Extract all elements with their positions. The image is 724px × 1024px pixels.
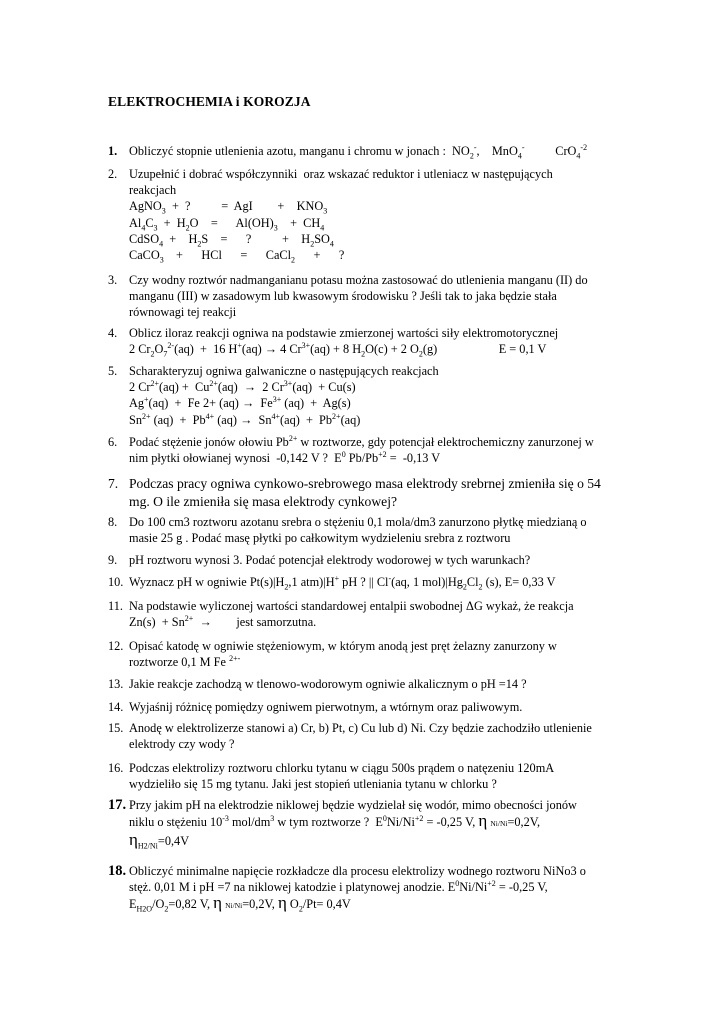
exercise-number: 10.	[108, 575, 124, 589]
exercise-line: Uzupełnić i dobrać współczynniki oraz wskazać reduktor i utleniacz w następujących	[129, 167, 553, 181]
exercise-number: 6.	[108, 435, 118, 449]
exercise-line: Scharakteryzuj ogniwa galwaniczne o następujących reakcjach	[129, 364, 439, 378]
exercise-line: Podać stężenie jonów ołowiu $Pb^{2+}$ w roztworze, gdy potencjał elektrochemiczny zanurzonej w	[129, 433, 594, 449]
exercise-item	[108, 720, 648, 752]
exercise-item	[108, 475, 648, 510]
exercise-line: elektrody czy wody ?	[129, 737, 235, 752]
exercise-line: $Sn^{2+}$ $(aq) + Pb^{4+}$ $(aq) \to Sn^{4+}(aq) + Pb^{2+}(aq)$	[129, 411, 361, 427]
exercise-line: CdSO$_4$ + $H_2S$ = ? + $H_2SO_4$	[129, 231, 334, 249]
exercise-item	[108, 434, 648, 466]
exercise-line: stęż. 0,01 M i pH =7 na niklowej katodzie i platynowej anodzie. $E^0Ni/Ni^{+2} = -0,25$ V,	[129, 879, 548, 895]
exercise-text	[129, 552, 648, 568]
exercise-line: niklu o stężeniu $10^{-3}$ mol/$dm^3$ w tym roztworze ? $E^0Ni/Ni^{+2} = -0,25$ V, η Ni/Ni=0,2V,	[129, 811, 541, 831]
exercise-text	[129, 638, 648, 670]
exercise-line: Obliczyć minimalne napięcie rozkładcze dla procesu elektrolizy wodnego roztworu NiNo3 o	[129, 864, 586, 878]
exercise-text	[129, 475, 648, 510]
exercise-number: 4.	[108, 326, 118, 340]
exercise-number: 16.	[108, 761, 124, 775]
exercise-line: CaCO$_3$ + HCl = CaCl$_2$ + ?	[129, 248, 345, 265]
exercise-number: 7.	[108, 476, 119, 491]
exercise-line: Na podstawie wyliczonej wartości standardowej entalpii swobodnej ΔG wykaż, że reakcja	[129, 599, 574, 613]
exercise-line: Obliczyć stopnie utlenienia azotu, manganu i chromu w jonach : $NO_2^-$, MnO$_4$- CrO$_4^{-2}$	[129, 142, 588, 161]
exercise-item	[108, 143, 648, 159]
exercise-item	[108, 598, 648, 630]
exercise-text	[129, 272, 648, 321]
exercise-line: reakcjach	[129, 183, 177, 198]
exercise-item	[108, 166, 648, 263]
exercise-line: wydzieliło się 15 mg tytanu. Jaki jest stopień utleniania tytanu w chlorku ?	[129, 777, 497, 792]
exercise-line: Do 100 cm3 roztworu azotanu srebra o stężeniu 0,1 mola/dm3 zanurzono płytkę miedzianą o	[129, 515, 587, 529]
exercise-number: 5.	[108, 364, 118, 378]
exercise-item	[108, 363, 648, 428]
exercise-line: 2 $Cr^{2+}(aq) + Cu^{2+}(aq) \to 2$ $Cr^{3+}(aq) + Cu(s)$	[129, 379, 356, 395]
exercise-line: Ag+(aq) + Fe $2+ (aq) \to Fe^{3+}$ (aq) + Ag(s)	[129, 395, 351, 411]
exercise-line: równowagi tej reakcji	[129, 305, 237, 320]
exercise-number: 12.	[108, 639, 124, 653]
exercise-line: pH roztworu wynosi 3. Podać potencjał elektrody wodorowej w tych warunkach?	[129, 553, 531, 567]
document-title: ELEKTROCHEMIA i KOROZJA	[108, 94, 311, 109]
exercise-line: Wyznacz pH w ogniwie $Pt(s)|H_2,1$ atm)|H+ pH ? || Cl-(aq, 1 $mol)|Hg_2Cl_2$ (s), E= 0,33 V	[129, 573, 556, 592]
exercise-number: 15.	[108, 721, 124, 735]
exercise-text	[129, 676, 648, 692]
exercise-number: 9.	[108, 553, 118, 567]
exercise-line: roztworze 0,1 M Fe $^{2+-}$	[129, 654, 241, 670]
exercise-text	[129, 760, 648, 792]
exercise-number: 8.	[108, 515, 118, 529]
exercise-number: 11.	[108, 599, 123, 613]
exercise-item	[108, 272, 648, 321]
exercise-number: 18.	[108, 863, 127, 879]
exercise-number: 14.	[108, 700, 124, 714]
exercise-number: 17.	[108, 797, 127, 813]
exercise-item	[108, 325, 648, 357]
exercise-item	[108, 863, 648, 915]
exercise-item	[108, 676, 648, 692]
exercise-line: 2 $Cr_2O_7^{2-}(aq) + 16$ H+(aq) → 4 $Cr^{3+}(aq) + 8$ $H_2O(c) + 2$ $O_2(g)$ E = 0,1 V	[129, 341, 547, 359]
exercise-line: Oblicz iloraz reakcji ogniwa na podstawie zmierzonej wartości siły elektromotorycznej	[129, 326, 559, 340]
exercise-line: Czy wodny roztwór nadmanganianu potasu można zastosować do utlenienia manganu (II) do	[129, 273, 588, 287]
exercise-line: AgNO$_3$ + ? = AgI + $KNO_3$	[129, 199, 328, 216]
exercise-number: 2.	[108, 167, 118, 181]
exercise-number: 13.	[108, 677, 124, 691]
exercise-text	[129, 363, 648, 428]
exercise-line: nim płytki ołowianej wynosi -0,142 V ? $E^0$ $Pb/Pb^{+2} = -0,13$ V	[129, 450, 441, 466]
exercise-line: Przy jakim pH na elektrodzie niklowej będzie wydzielał się wodór, mimo obecności jonów	[129, 798, 577, 812]
exercise-text	[129, 699, 648, 715]
exercise-text	[129, 166, 648, 263]
exercise-text	[129, 797, 648, 850]
exercise-item	[108, 638, 648, 670]
exercise-line: Anodę w elektrolizerze stanowi a) Cr, b) Pt, c) Cu lub d) Ni. Czy będzie zachodziło utlenienie	[129, 721, 592, 735]
exercise-number: 1.	[108, 144, 118, 158]
exercise-line: mg. O ile zmieniła się masa elektrody cynkowej?	[129, 493, 398, 509]
exercise-line: Podczas elektrolizy roztworu chlorku tytanu w ciągu 500s prądem o natęzeniu 120mA	[129, 761, 555, 775]
exercise-item	[108, 699, 648, 715]
exercise-item	[108, 552, 648, 568]
exercise-text	[129, 434, 648, 466]
exercise-line: masie 25 g . Podać masę płytki po całkowitym wydzieleniu srebra z roztworu	[129, 531, 511, 546]
exercise-item	[108, 797, 648, 850]
exercise-text	[129, 863, 648, 915]
exercise-line: $Al_4C_3 + H_2O$ = $Al(OH)_3$ + $CH_4$	[129, 215, 325, 233]
exercise-line: $\eta_{H2/Ni}=0,4V$	[129, 830, 190, 851]
exercise-line: $E_{H2O}/O_2=0,82$ V, η Ni/Ni=0,2V, η $O_2/Pt= 0,4V$	[129, 893, 351, 914]
exercise-text	[129, 720, 648, 752]
exercise-line: Jakie reakcje zachodzą w tlenowo-wodorowym ogniwie alkalicznym o pH =14 ?	[129, 677, 527, 691]
exercise-text	[129, 514, 648, 546]
exercise-text	[129, 598, 648, 630]
exercise-line: Wyjaśnij różnicę pomiędzy ogniwem pierwotnym, a wtórnym oraz paliwowym.	[129, 700, 523, 714]
exercise-item	[108, 574, 648, 590]
exercise-number: 3.	[108, 273, 118, 287]
exercise-item	[108, 760, 648, 792]
exercise-line: $Zn(s) + Sn^{2+}$ → jest samorzutna.	[129, 614, 317, 630]
exercise-line: Podczas pracy ogniwa cynkowo-srebrowego masa elektrody srebrnej zmieniła się o 54	[129, 476, 601, 491]
exercise-line: manganu (III) w zasadowym lub kwasowym środowisku ? Jeśli tak to jaka będzie stała	[129, 289, 557, 304]
exercise-text	[129, 143, 648, 159]
exercise-text	[129, 574, 648, 590]
exercise-text	[129, 325, 648, 357]
exercise-line: Opisać katodę w ogniwie stężeniowym, w którym anodą jest pręt żelazny zanurzony w	[129, 639, 557, 653]
exercise-item	[108, 514, 648, 546]
